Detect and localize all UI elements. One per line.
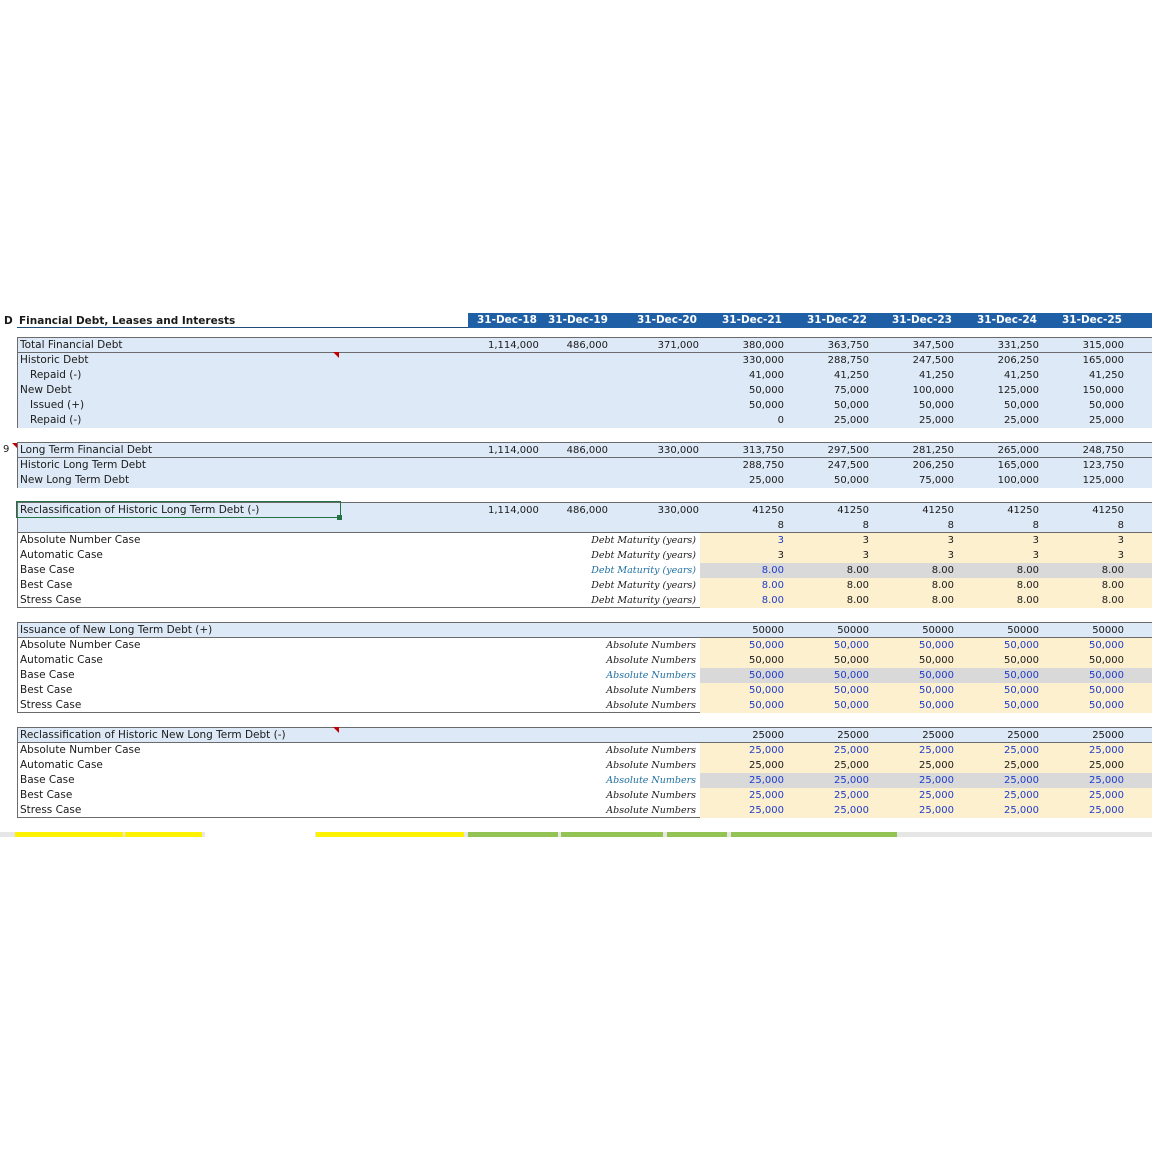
row-label[interactable]: Issued (+) (30, 399, 85, 411)
value-cell[interactable]: 380,000 (742, 340, 784, 351)
value-cell[interactable]: 41250 (837, 505, 869, 516)
sheet-tab[interactable] (468, 832, 558, 837)
reclassification-new-debt-block (17, 727, 1152, 818)
value-cell[interactable]: 50,000 (749, 685, 784, 696)
value-cell[interactable]: 41,250 (1089, 370, 1124, 381)
value-cell[interactable]: 41,250 (1004, 370, 1039, 381)
date-header-cell[interactable]: 31-Dec-25 (1061, 314, 1122, 326)
value-cell[interactable]: 50,000 (749, 400, 784, 411)
issuance-new-debt-block (17, 622, 1152, 713)
value-cell[interactable]: 3 (1032, 550, 1039, 561)
value-cell[interactable]: 25,000 (834, 745, 869, 756)
value-cell[interactable]: 50,000 (834, 685, 869, 696)
value-cell[interactable]: 41250 (1007, 505, 1039, 516)
value-cell[interactable]: 50,000 (749, 655, 784, 666)
value-cell[interactable]: 330,000 (742, 355, 784, 366)
date-header-cell[interactable]: 31-Dec-21 (721, 314, 782, 326)
value-cell[interactable]: 25000 (752, 730, 784, 741)
value-cell[interactable]: 165,000 (1082, 355, 1124, 366)
row-label[interactable]: Base Case (20, 669, 75, 681)
value-cell[interactable]: 25,000 (749, 760, 784, 771)
unit-label[interactable]: Absolute Numbers (606, 670, 696, 681)
row-label[interactable]: Issuance of New Long Term Debt (+) (20, 624, 213, 636)
value-cell[interactable]: 25,000 (919, 415, 954, 426)
value-cell[interactable]: 25,000 (919, 760, 954, 771)
sheet-tab[interactable] (731, 832, 897, 837)
unit-label[interactable]: Debt Maturity (years) (591, 565, 696, 576)
row-label[interactable]: Stress Case (20, 804, 82, 816)
value-cell[interactable]: 50,000 (749, 385, 784, 396)
value-cell[interactable]: 8.00 (931, 595, 954, 606)
value-cell[interactable]: 3 (862, 550, 869, 561)
value-cell[interactable]: 3 (862, 535, 869, 546)
long-term-financial-debt-block (17, 442, 1152, 488)
fill-handle[interactable] (337, 515, 342, 520)
value-cell[interactable]: 25,000 (1089, 790, 1124, 801)
value-cell[interactable]: 50000 (1007, 625, 1039, 636)
row-label[interactable]: Base Case (20, 564, 75, 576)
value-cell[interactable]: 25000 (1007, 730, 1039, 741)
value-cell[interactable]: 50000 (837, 625, 869, 636)
value-cell[interactable]: 50,000 (919, 640, 954, 651)
table-row (18, 623, 1152, 638)
row-label[interactable]: Base Case (20, 774, 75, 786)
value-cell[interactable]: 25,000 (1089, 415, 1124, 426)
value-cell[interactable]: 8.00 (931, 580, 954, 591)
value-cell[interactable]: 297,500 (827, 445, 869, 456)
date-header-cell[interactable]: 31-Dec-19 (547, 314, 608, 326)
row-number[interactable]: 9 (3, 444, 10, 455)
sheet-tab[interactable] (561, 832, 663, 837)
table-row (18, 698, 1152, 713)
value-cell[interactable]: 25000 (837, 730, 869, 741)
value-cell[interactable]: 8.00 (761, 580, 784, 591)
sheet-tab[interactable] (15, 832, 123, 837)
value-cell[interactable]: 3 (777, 550, 784, 561)
value-cell[interactable]: 486,000 (566, 505, 608, 516)
value-cell[interactable]: 50,000 (834, 655, 869, 666)
value-cell[interactable]: 371,000 (657, 340, 699, 351)
value-cell[interactable]: 50,000 (749, 700, 784, 711)
table-row (18, 803, 1152, 818)
row-label[interactable]: Stress Case (20, 699, 82, 711)
row-label[interactable]: New Long Term Debt (20, 474, 130, 486)
table-row (18, 458, 1152, 473)
value-cell[interactable]: 50,000 (749, 640, 784, 651)
row-label[interactable]: Historic Long Term Debt (20, 459, 147, 471)
table-row (18, 473, 1152, 488)
value-cell[interactable]: 50,000 (1089, 400, 1124, 411)
value-cell[interactable]: 50,000 (749, 670, 784, 681)
value-cell[interactable]: 8.00 (1016, 580, 1039, 591)
row-label[interactable]: Reclassification of Historic Long Term Debt (-) (20, 504, 260, 516)
value-cell[interactable]: 50,000 (1004, 655, 1039, 666)
value-cell[interactable]: 50,000 (834, 475, 869, 486)
table-row (18, 593, 1152, 608)
table-row (18, 413, 1152, 428)
value-cell[interactable]: 50,000 (919, 400, 954, 411)
unit-label[interactable]: Absolute Numbers (606, 775, 696, 786)
date-header-cell[interactable]: 31-Dec-23 (891, 314, 952, 326)
value-cell[interactable]: 206,250 (997, 355, 1039, 366)
sheet-tab[interactable] (316, 832, 464, 837)
sheet-tab[interactable] (667, 832, 727, 837)
value-cell[interactable]: 313,750 (742, 445, 784, 456)
value-cell[interactable]: 25,000 (919, 745, 954, 756)
value-cell[interactable]: 288,750 (742, 460, 784, 471)
unit-label[interactable]: Absolute Numbers (606, 640, 696, 651)
unit-label[interactable]: Debt Maturity (years) (591, 550, 696, 561)
value-cell[interactable]: 41,250 (919, 370, 954, 381)
value-cell[interactable]: 50000 (752, 625, 784, 636)
value-cell[interactable]: 3 (1117, 535, 1124, 546)
value-cell[interactable]: 25,000 (919, 790, 954, 801)
unit-label[interactable]: Absolute Numbers (606, 760, 696, 771)
table-row (18, 743, 1152, 758)
value-cell[interactable]: 50,000 (1004, 685, 1039, 696)
date-header-bar (468, 313, 1152, 328)
value-cell[interactable]: 363,750 (827, 340, 869, 351)
sheet-tab[interactable] (125, 832, 202, 837)
active-cell-selection[interactable] (16, 501, 341, 518)
row-label[interactable]: Best Case (20, 789, 73, 801)
table-row (18, 383, 1152, 398)
row-label[interactable]: Automatic Case (20, 759, 103, 771)
value-cell[interactable]: 50,000 (1004, 670, 1039, 681)
value-cell[interactable]: 247,500 (912, 355, 954, 366)
value-cell[interactable]: 1,114,000 (488, 340, 539, 351)
table-row (18, 683, 1152, 698)
row-label[interactable]: Best Case (20, 579, 73, 591)
table-row (18, 548, 1152, 563)
value-cell[interactable]: 41,250 (834, 370, 869, 381)
row-label[interactable]: Repaid (-) (30, 414, 82, 426)
value-cell[interactable]: 0 (777, 415, 784, 426)
row-label[interactable]: Historic Debt (20, 354, 89, 366)
value-cell[interactable]: 25,000 (1004, 760, 1039, 771)
unit-label[interactable]: Debt Maturity (years) (591, 580, 696, 591)
value-cell[interactable]: 50,000 (1089, 685, 1124, 696)
value-cell[interactable]: 8 (1117, 520, 1124, 531)
value-cell[interactable]: 1,114,000 (488, 505, 539, 516)
value-cell[interactable]: 8.00 (761, 565, 784, 576)
row-label[interactable]: Absolute Number Case (20, 744, 141, 756)
section-title: Financial Debt, Leases and Interests (19, 315, 236, 327)
value-cell[interactable]: 50,000 (1089, 655, 1124, 666)
value-cell[interactable]: 25,000 (919, 775, 954, 786)
value-cell[interactable]: 8 (947, 520, 954, 531)
value-cell[interactable]: 3 (777, 535, 784, 546)
value-cell[interactable]: 8.00 (931, 565, 954, 576)
table-row (18, 533, 1152, 548)
value-cell[interactable]: 8.00 (1016, 595, 1039, 606)
value-cell[interactable]: 25,000 (1004, 805, 1039, 816)
value-cell[interactable]: 50000 (922, 625, 954, 636)
table-row (18, 728, 1152, 743)
date-header-cell[interactable]: 31-Dec-18 (476, 314, 537, 326)
value-cell[interactable]: 25,000 (834, 790, 869, 801)
value-cell[interactable]: 8.00 (846, 595, 869, 606)
value-cell[interactable]: 8 (777, 520, 784, 531)
row-label[interactable]: Best Case (20, 684, 73, 696)
row-label[interactable]: Long Term Financial Debt (20, 444, 153, 456)
comment-indicator-icon[interactable] (333, 727, 339, 733)
table-row (18, 773, 1152, 788)
value-cell[interactable]: 315,000 (1082, 340, 1124, 351)
value-cell[interactable]: 50,000 (1004, 640, 1039, 651)
value-cell[interactable]: 25,000 (834, 775, 869, 786)
value-cell[interactable]: 75,000 (834, 385, 869, 396)
value-cell[interactable]: 25000 (922, 730, 954, 741)
value-cell[interactable]: 50,000 (919, 700, 954, 711)
value-cell[interactable]: 8.00 (761, 595, 784, 606)
unit-label[interactable]: Absolute Numbers (606, 655, 696, 666)
value-cell[interactable]: 41250 (922, 505, 954, 516)
value-cell[interactable]: 3 (947, 550, 954, 561)
value-cell[interactable]: 206,250 (912, 460, 954, 471)
total-financial-debt-block (17, 337, 1152, 428)
value-cell[interactable]: 3 (1117, 550, 1124, 561)
value-cell[interactable]: 8.00 (1016, 565, 1039, 576)
value-cell[interactable]: 347,500 (912, 340, 954, 351)
table-row (18, 758, 1152, 773)
row-label[interactable]: Automatic Case (20, 549, 103, 561)
value-cell[interactable]: 50,000 (1089, 670, 1124, 681)
value-cell[interactable]: 486,000 (566, 445, 608, 456)
value-cell[interactable]: 25,000 (1004, 415, 1039, 426)
value-cell[interactable]: 25,000 (1089, 745, 1124, 756)
unit-label[interactable]: Absolute Numbers (606, 685, 696, 696)
value-cell[interactable]: 8 (1032, 520, 1039, 531)
value-cell[interactable]: 41,000 (749, 370, 784, 381)
value-cell[interactable]: 8.00 (846, 580, 869, 591)
value-cell[interactable]: 125,000 (1082, 475, 1124, 486)
row-label[interactable]: Total Financial Debt (20, 339, 123, 351)
value-cell[interactable]: 8.00 (1101, 565, 1124, 576)
value-cell[interactable]: 50,000 (1089, 700, 1124, 711)
value-cell[interactable]: 25,000 (1004, 775, 1039, 786)
value-cell[interactable]: 3 (947, 535, 954, 546)
value-cell[interactable]: 125,000 (997, 385, 1039, 396)
table-row (18, 398, 1152, 413)
table-row (18, 668, 1152, 683)
value-cell[interactable]: 50,000 (919, 685, 954, 696)
value-cell[interactable]: 25,000 (834, 805, 869, 816)
table-row (18, 563, 1152, 578)
row-label[interactable]: Absolute Number Case (20, 639, 141, 651)
value-cell[interactable]: 8 (862, 520, 869, 531)
value-cell[interactable]: 50,000 (834, 700, 869, 711)
row-label[interactable]: Reclassification of Historic New Long Term Debt (-) (20, 729, 286, 741)
value-cell[interactable]: 25,000 (1089, 775, 1124, 786)
row-label[interactable]: Repaid (-) (30, 369, 82, 381)
row-label[interactable]: Automatic Case (20, 654, 103, 666)
value-cell[interactable]: 41250 (752, 505, 784, 516)
value-cell[interactable]: 25,000 (834, 415, 869, 426)
value-cell[interactable]: 25,000 (1004, 790, 1039, 801)
unit-label[interactable]: Absolute Numbers (606, 790, 696, 801)
value-cell[interactable]: 50,000 (919, 670, 954, 681)
value-cell[interactable]: 50,000 (1004, 400, 1039, 411)
value-cell[interactable]: 330,000 (657, 505, 699, 516)
row-label[interactable]: Stress Case (20, 594, 82, 606)
value-cell[interactable]: 165,000 (997, 460, 1039, 471)
value-cell[interactable]: 50,000 (1004, 700, 1039, 711)
value-cell[interactable]: 248,750 (1082, 445, 1124, 456)
value-cell[interactable]: 50,000 (919, 655, 954, 666)
unit-label[interactable]: Debt Maturity (years) (591, 595, 696, 606)
section-letter: D (4, 315, 13, 327)
table-row (18, 653, 1152, 668)
value-cell[interactable]: 8.00 (846, 565, 869, 576)
value-cell[interactable]: 1,114,000 (488, 445, 539, 456)
value-cell[interactable]: 25,000 (1089, 760, 1124, 771)
unit-label[interactable]: Absolute Numbers (606, 805, 696, 816)
value-cell[interactable]: 281,250 (912, 445, 954, 456)
value-cell[interactable]: 50,000 (834, 400, 869, 411)
value-cell[interactable]: 25,000 (749, 475, 784, 486)
table-row (18, 338, 1152, 353)
table-row (18, 638, 1152, 653)
date-header-cell[interactable]: 31-Dec-20 (636, 314, 697, 326)
value-cell[interactable]: 25,000 (919, 805, 954, 816)
table-row (18, 353, 1152, 368)
value-cell[interactable]: 25,000 (1004, 745, 1039, 756)
table-row (18, 788, 1152, 803)
value-cell[interactable]: 123,750 (1082, 460, 1124, 471)
value-cell[interactable]: 25,000 (749, 790, 784, 801)
value-cell[interactable]: 100,000 (912, 385, 954, 396)
date-header-cell[interactable]: 31-Dec-24 (976, 314, 1037, 326)
value-cell[interactable]: 247,500 (827, 460, 869, 471)
value-cell[interactable]: 150,000 (1082, 385, 1124, 396)
value-cell[interactable]: 25,000 (749, 745, 784, 756)
value-cell[interactable]: 50000 (1092, 625, 1124, 636)
value-cell[interactable]: 100,000 (997, 475, 1039, 486)
value-cell[interactable]: 265,000 (997, 445, 1039, 456)
table-row (18, 443, 1152, 458)
date-header-cell[interactable]: 31-Dec-22 (806, 314, 867, 326)
row-label[interactable]: New Debt (20, 384, 72, 396)
comment-indicator-icon[interactable] (333, 352, 339, 358)
value-cell[interactable]: 25,000 (1089, 805, 1124, 816)
table-row (18, 578, 1152, 593)
value-cell[interactable]: 8.00 (1101, 595, 1124, 606)
value-cell[interactable]: 25,000 (749, 775, 784, 786)
value-cell[interactable]: 3 (1032, 535, 1039, 546)
unit-label[interactable]: Absolute Numbers (606, 745, 696, 756)
value-cell[interactable]: 25,000 (834, 760, 869, 771)
value-cell[interactable]: 50,000 (1089, 640, 1124, 651)
value-cell[interactable]: 25,000 (749, 805, 784, 816)
value-cell[interactable]: 41250 (1092, 505, 1124, 516)
value-cell[interactable]: 288,750 (827, 355, 869, 366)
value-cell[interactable]: 486,000 (566, 340, 608, 351)
value-cell[interactable]: 25000 (1092, 730, 1124, 741)
value-cell[interactable]: 8.00 (1101, 580, 1124, 591)
table-row (18, 368, 1152, 383)
value-cell[interactable]: 50,000 (834, 670, 869, 681)
value-cell[interactable]: 331,250 (997, 340, 1039, 351)
value-cell[interactable]: 50,000 (834, 640, 869, 651)
value-cell[interactable]: 75,000 (919, 475, 954, 486)
value-cell[interactable]: 330,000 (657, 445, 699, 456)
row-label[interactable]: Absolute Number Case (20, 534, 141, 546)
unit-label[interactable]: Absolute Numbers (606, 700, 696, 711)
unit-label[interactable]: Debt Maturity (years) (591, 535, 696, 546)
